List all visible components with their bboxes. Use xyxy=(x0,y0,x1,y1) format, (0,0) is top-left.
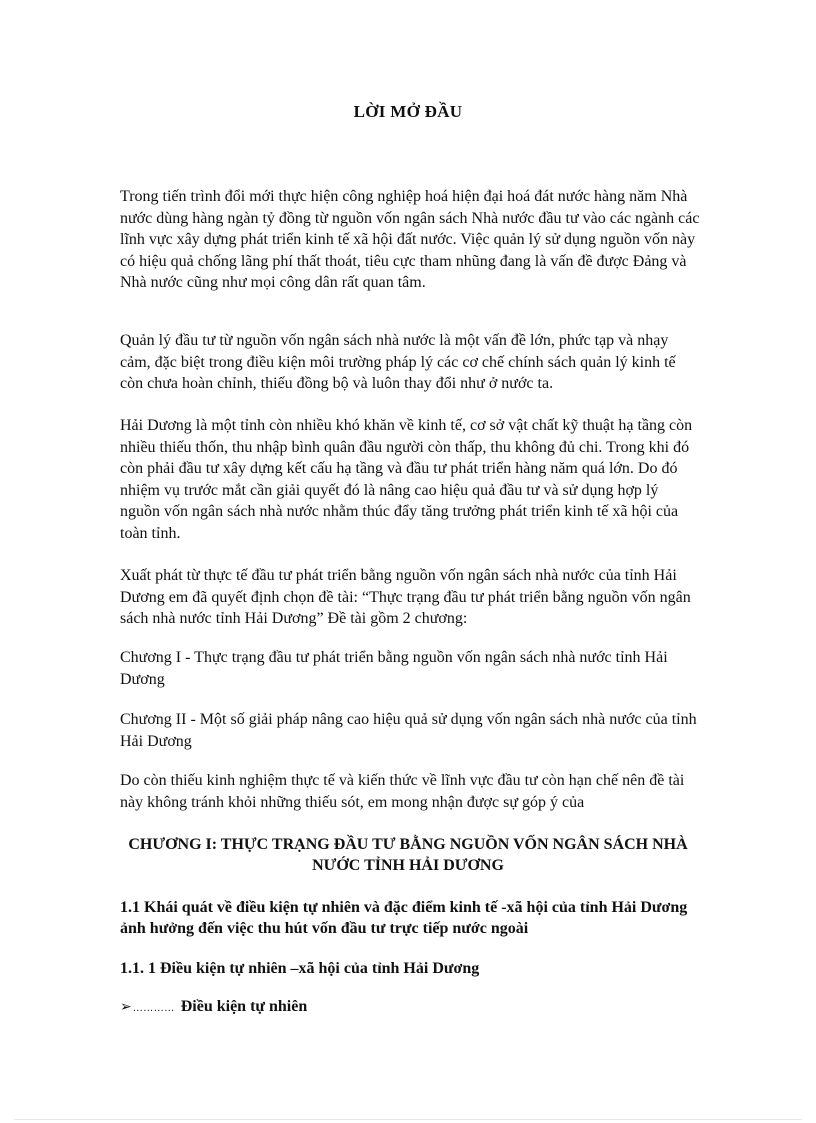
paragraph: Trong tiến trình đổi mới thực hiện công nghiệp hoá hiện đại hoá đát nước hàng năm Nhà nước dùng hàng ngàn tỷ đồng từ nguồn vốn ngân sách Nhà nước đầu tư vào các ngành các lĩnh vực xây dựng phát triển kinh tế xã hội đất nước. Việc quản lý sử dụng nguồn vốn này có hiệu quả chống lãng phí thất thoát, tiêu cực tham nhũng đang là vấn đề được Đảng và Nhà nước cũng như mọi công dân rất quan tâm. xyxy=(120,188,700,291)
chapter-heading: CHƯƠNG I: THỰC TRẠNG ĐẦU TƯ BẰNG NGUỒN VỐN NGÂN SÁCH NHÀ NƯỚC TỈNH HẢI DƯƠNG xyxy=(128,836,688,874)
chapter-two-item: Chương II - Một số giải pháp nâng cao hiệu quả sử dụng vốn ngân sách nhà nước của tỉnh Hải Dương xyxy=(120,711,697,750)
leader-dots: ………… xyxy=(132,1003,175,1014)
chapter-one-item: Chương I - Thực trạng đầu tư phát triển bằng nguồn vốn ngân sách nhà nước tỉnh Hải Dương xyxy=(120,649,668,688)
bullet-item xyxy=(120,998,307,1016)
page-bottom-divider xyxy=(14,1119,802,1120)
section-heading: 1.1 Khái quát về điều kiện tự nhiên và đặc điểm kinh tế -xã hội của tỉnh Hải Dương ảnh hưởng đến việc thu hút vốn đầu tư trực tiếp nước ngoài xyxy=(120,899,688,937)
paragraph: Xuất phát từ thực tế đầu tư phát triển bằng nguồn vốn ngân sách nhà nước của tỉnh Hải Dương em đã quyết định chọn đề tài: “Thực trạng đầu tư phát triển bằng nguồn vốn ngân sách nhà nước tỉnh Hải Dương” Đề tài gồm 2 chương: xyxy=(120,567,691,627)
bullet-label: Điều kiện tự nhiên xyxy=(180,998,308,1015)
subsection-heading: 1.1. 1 Điều kiện tự nhiên –xã hội của tỉnh Hải Dương xyxy=(120,960,480,977)
arrow-bullet-icon: ➢ xyxy=(120,1000,132,1015)
page-title: LỜI MỞ ĐẦU xyxy=(353,102,463,121)
paragraph: Hải Dương là một tỉnh còn nhiều khó khăn về kinh tế, cơ sở vật chất kỹ thuật hạ tầng còn nhiều thiếu thốn, thu nhập bình quân đầu người còn thấp, thu không đủ chi. Trong khi đó còn phải đầu tư xây dựng kết cấu hạ tầng và đầu tư phát triển hàng năm quá lớn. Do đó nhiệm vụ trước mắt cần giải quyết đó là nâng cao hiệu quả đầu tư và sử dụng hợp lý nguồn vốn ngân sách nhà nước nhằm thúc đẩy tăng trưởng phát triển kinh tế xã hội của toàn tỉnh. xyxy=(120,417,693,542)
paragraph: Quản lý đầu tư từ nguồn vốn ngân sách nhà nước là một vấn đề lớn, phức tạp và nhạy cảm, đặc biệt trong điều kiện môi trường pháp lý các cơ chế chính sách quản lý kinh tế còn chưa hoàn chỉnh, thiếu đồng bộ và luôn thay đổi như ở nước ta. xyxy=(120,332,676,392)
paragraph: Do còn thiếu kinh nghiệm thực tế và kiến thức về lĩnh vực đầu tư còn hạn chế nên đề tài này không tránh khỏi những thiếu sót, em mong nhận được sự góp ý của xyxy=(120,772,685,811)
